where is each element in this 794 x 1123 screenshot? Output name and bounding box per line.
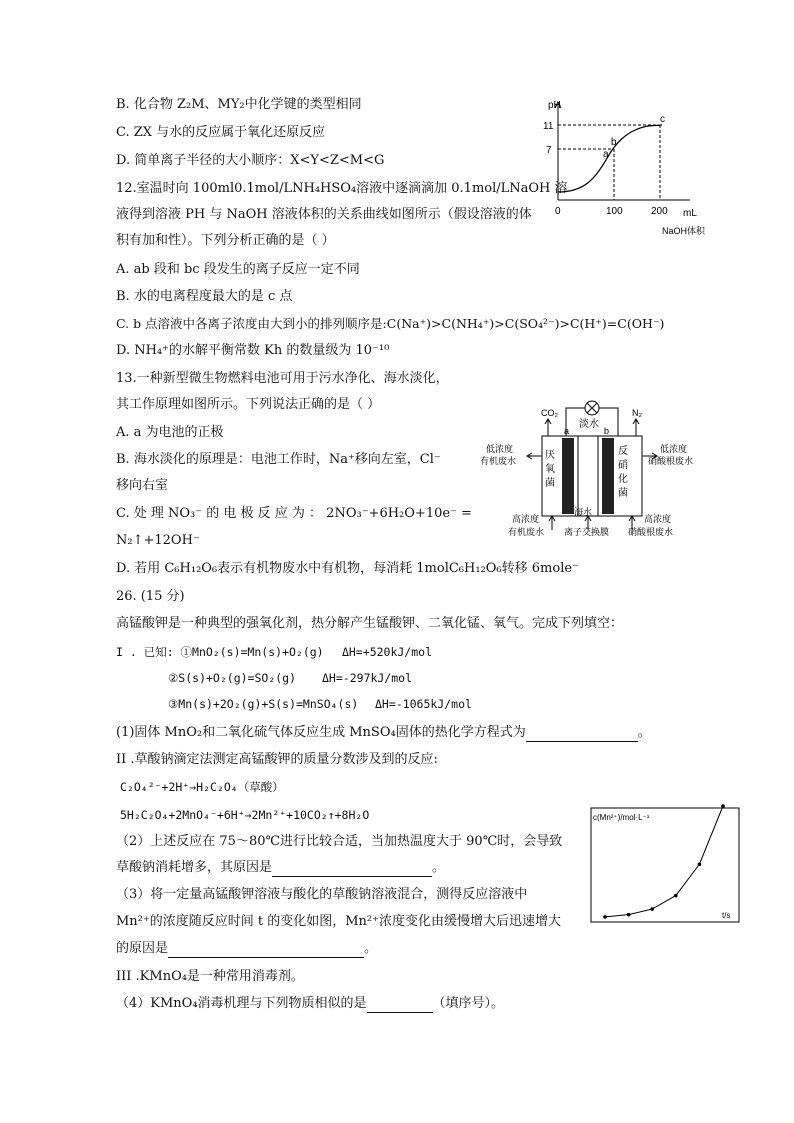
q26-part2-title: II .草酸钠滴定法测定高锰酸钾的质量分数涉及到的反应: bbox=[116, 752, 438, 767]
ph-tick-11: 11 bbox=[543, 121, 554, 132]
q26-title: 26. (15 分) bbox=[116, 589, 185, 604]
left-out-1: 低浓度 bbox=[486, 444, 514, 454]
option-d-q11: D. 简单离子半径的大小顺序：X<Y<Z<M<G bbox=[116, 153, 385, 168]
option-b-q11: B. 化合物 Z₂M、MY₂中化学键的类型相同 bbox=[116, 97, 362, 112]
mn-x-label: t/s bbox=[722, 911, 731, 920]
answer-blank-3[interactable] bbox=[168, 943, 364, 958]
q12-option-b: B. 水的电离程度最大的是 c 点 bbox=[116, 289, 293, 304]
ph-titration-chart bbox=[540, 96, 720, 242]
part3-end: 。 bbox=[364, 941, 378, 956]
eq2-enthalpy: ΔH=-297kJ/mol bbox=[322, 671, 413, 685]
q12-option-c: C. b 点溶液中各离子浓度由大到小的排列顺序是:C(Na⁺)>C(NH₄⁺)>C(SO₄²⁻)>C(H⁺)=C(OH⁻) bbox=[116, 316, 665, 331]
q26-intro: 高锰酸钾是一种典型的强氧化剂，热分解产生锰酸钾、二氧化锰、氧气。完成下列填空： bbox=[116, 616, 624, 631]
reaction-oxalate: C₂O₄²⁻+2H⁺→H₂C₂O₄（草酸） bbox=[120, 780, 284, 794]
bact-left-1: 厌 bbox=[545, 450, 555, 461]
n2-label: N₂ bbox=[632, 408, 642, 418]
bact-right-1: 反 bbox=[618, 446, 628, 457]
electrode-b bbox=[602, 438, 614, 514]
fuel-cell-diagram bbox=[478, 396, 708, 544]
q26-part4-title: III .KMnO₄是一种常用消毒剂。 bbox=[116, 969, 304, 984]
q13-option-b-1: B. 海水淡化的原理是：电池工作时，Na⁺移向左室，Cl⁻ bbox=[116, 452, 441, 467]
part4-end: （填序号）。 bbox=[432, 996, 505, 1011]
q12-option-a: A. ab 段和 bc 段发生的离子反应一定不同 bbox=[116, 262, 360, 277]
part4-text: （4）KMnO₄消毒机理与下列物质相似的是 bbox=[116, 996, 367, 1011]
ph-tick-100: 100 bbox=[606, 206, 623, 217]
q26-part1 bbox=[116, 724, 651, 742]
ph-y-label: pH bbox=[548, 100, 561, 111]
bact-right-4: 菌 bbox=[618, 488, 628, 499]
ph-point-c: c bbox=[660, 114, 665, 125]
reaction-permanganate: 5H₂C₂O₄+2MnO₄⁻+6H⁺→2Mn²⁺+10CO₂↑+8H₂O bbox=[120, 808, 370, 822]
ph-x-label-2: NaOH体积 bbox=[662, 226, 706, 236]
bact-right-3: 化 bbox=[618, 474, 628, 485]
ph-x-label: mL bbox=[683, 208, 697, 219]
right-in-1: 高浓度 bbox=[644, 514, 672, 524]
mn-data-point bbox=[650, 907, 654, 911]
q26-part3-1: （3）将一定量高锰酸钾溶液与酸化的草酸钠溶液混合，测得反应溶液中 bbox=[116, 887, 528, 902]
seawater-label: 海水 bbox=[574, 507, 593, 517]
q13-option-d: D. 若用 C₆H₁₂O₆表示有机物废水中有机物，每消耗 1molC₆H₁₂O₆转移 6mole⁻ bbox=[116, 561, 579, 576]
q12-stem-2: 液得到溶液 PH 与 NaOH 溶液体积的关系曲线如图所示（假设溶液的体 bbox=[116, 207, 532, 222]
eq3-enthalpy: ΔH=-1065kJ/mol bbox=[375, 697, 472, 711]
ph-point-a: a bbox=[603, 149, 609, 160]
q12-stem-1: 12.室温时向 100ml0.1mol/LNH₄HSO₄溶液中逐滴滴加 0.1mol/LNaOH 溶 bbox=[116, 181, 568, 196]
part1-text: (1)固体 MnO₂和二氧化硫气体反应生成 MnSO₄固体的热化学方程式为 bbox=[116, 725, 526, 740]
q13-option-a: A. a 为电池的正极 bbox=[116, 425, 224, 440]
electrode-b-label: b bbox=[604, 426, 610, 436]
answer-blank-4[interactable] bbox=[367, 998, 433, 1013]
electrode-a-label: a bbox=[564, 426, 570, 436]
mn-y-label: c(Mn²⁺)/mol·L⁻¹ bbox=[593, 813, 650, 822]
eq1-enthalpy: ΔH=+520kJ/mol bbox=[342, 645, 433, 659]
right-out-2: 硝酸根废水 bbox=[648, 456, 694, 466]
q13-option-b-2: 移向右室 bbox=[116, 478, 169, 493]
q26-part3-3 bbox=[116, 940, 377, 958]
part3-text: 的原因是 bbox=[116, 941, 169, 956]
left-out-2: 有机废水 bbox=[480, 456, 517, 466]
ph-curve bbox=[558, 125, 662, 192]
ph-tick-0: 0 bbox=[555, 206, 561, 217]
mn-data-point bbox=[603, 915, 607, 919]
option-c-q11: C. ZX 与水的反应属于氧化还原反应 bbox=[116, 125, 326, 140]
q13-stem-2: 其工作原理如图所示。下列说法正确的是（ ） bbox=[116, 397, 381, 412]
bact-left-3: 菌 bbox=[545, 478, 555, 489]
q13-option-c-2: N₂↑+12OH⁻ bbox=[116, 533, 200, 548]
right-out-1: 低浓度 bbox=[660, 444, 688, 454]
mn-data-point bbox=[627, 913, 631, 917]
part2-end: 。 bbox=[432, 860, 446, 875]
q26-part2-q-1: （2）上述反应在 75～80℃进行比较合适，当加热温度大于 90℃时，会导致 bbox=[116, 834, 563, 849]
mn-data-point bbox=[674, 894, 678, 898]
ph-tick-200: 200 bbox=[651, 206, 668, 217]
eq2-reaction: ②S(s)+O₂(g)=SO₂(g) bbox=[168, 671, 297, 685]
part2-text: 草酸钠消耗增多，其原因是 bbox=[116, 860, 273, 875]
membrane-label: 离子交换膜 bbox=[564, 527, 610, 537]
ph-point-b: b bbox=[611, 137, 617, 148]
right-in-2: 硝酸根废水 bbox=[628, 527, 674, 537]
co2-label: CO₂ bbox=[541, 408, 558, 418]
q26-part2-q-2 bbox=[116, 859, 445, 877]
q13-option-c-1: C. 处 理 NO₃⁻ 的 电 极 反 应 为 ： 2NO₃⁻+6H₂O+10e⁻ = bbox=[116, 506, 472, 521]
fresh-water-label: 淡水 bbox=[579, 419, 599, 430]
ph-tick-7: 7 bbox=[546, 145, 552, 156]
left-in-1: 高浓度 bbox=[512, 514, 540, 524]
q26-part4-q bbox=[116, 995, 504, 1013]
mn-data-point bbox=[698, 862, 702, 866]
mn-data-point bbox=[721, 804, 725, 808]
left-in-2: 有机废水 bbox=[508, 527, 545, 537]
electrode-a bbox=[562, 438, 574, 514]
answer-blank-2[interactable] bbox=[272, 862, 432, 877]
eq1-reaction: I . 已知: ①MnO₂(s)=Mn(s)+O₂(g) bbox=[116, 645, 324, 659]
mn-concentration-chart bbox=[585, 802, 745, 926]
eq3-reaction: ③Mn(s)+2O₂(g)+S(s)=MnSO₄(s) bbox=[168, 697, 359, 711]
answer-blank-1[interactable] bbox=[526, 727, 638, 742]
q12-option-d: D. NH₄⁺的水解平衡常数 Kh 的数量级为 10⁻¹⁰ bbox=[116, 343, 390, 358]
q12-stem-3: 积有加和性）。下列分析正确的是（ ） bbox=[116, 233, 335, 248]
bact-left-2: 氧 bbox=[545, 464, 555, 475]
bact-right-2: 硝 bbox=[618, 460, 628, 471]
q26-part3-2: Mn²⁺的浓度随反应时间 t 的变化如图，Mn²⁺浓度变化由缓慢增大后迅速增大 bbox=[116, 914, 562, 929]
part1-end: 。 bbox=[637, 725, 651, 740]
mn-chart-frame bbox=[591, 808, 739, 922]
q13-stem-1: 13.一种新型微生物燃料电池可用于污水净化、海水淡化， bbox=[116, 371, 449, 386]
